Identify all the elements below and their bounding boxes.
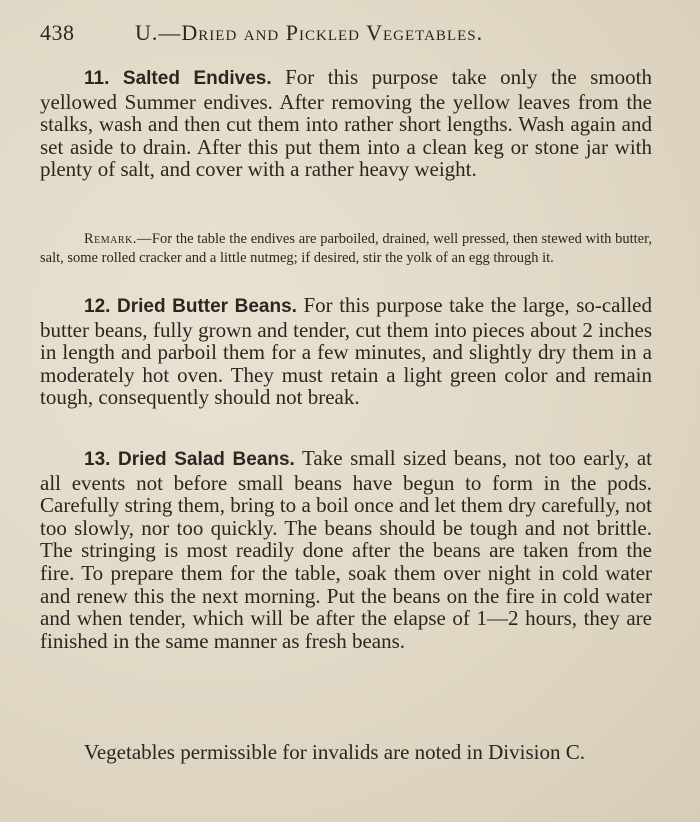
section-13-heading: 13. Dried Salad Beans. xyxy=(84,449,295,470)
section-12-heading: 12. Dried Butter Beans. xyxy=(84,296,297,317)
running-header xyxy=(40,20,660,46)
remark-note xyxy=(40,230,652,268)
closing-text: Vegetables permissible for invalids are noted in Division C. xyxy=(84,740,585,764)
section-11-heading: 11. Salted Endives. xyxy=(84,68,272,89)
section-11-salted-endives xyxy=(40,66,652,181)
section-11-text: For this purpose take only the smooth yellowed Summer endives. After removing the yellow leaves from the stalks, wash and then cut them into rather short lengths. Wash again and set aside to drain. After this put them into a clean keg or stone jar with plenty of salt, and cover with a rather heavy weight. xyxy=(40,65,652,182)
section-13-text: Take small sized beans, not too early, at all events not before small beans have begun to form in the pods. Carefully string them, bring to a boil once and let them dry carefully, not too slowly, nor too quickly. The beans should be tough and not brittle. The stringing is most readily done after the beans are taken from the fire. To prepare them for the table, soak them over night in cold water and renew this the next morning. Put the beans on the fire in cold water and when tender, which will be after the elapse of 1—2 hours, they are finished in the same manner as fresh beans. xyxy=(40,446,652,653)
running-title: U.—Dried and Pickled Vegetables. xyxy=(135,20,484,45)
closing-note xyxy=(40,741,652,764)
section-13-dried-salad-beans xyxy=(40,447,652,652)
remark-text: For the table the endives are parboiled, drained, well pressed, then stewed with butter, salt, some rolled cracker and a little nutmeg; if desired, stir the yolk of an egg through it. xyxy=(40,231,652,266)
page-number: 438 xyxy=(40,20,75,45)
remark-label: Remark.— xyxy=(84,231,152,247)
section-12-dried-butter-beans xyxy=(40,294,652,409)
section-12-text: For this purpose take the large, so-called butter beans, fully grown and tender, cut them into pieces about 2 inches in length and parboil them for a few minutes, and slightly dry them in a moderately hot oven. They must retain a light green color and remain tough, consequently should not break. xyxy=(40,293,652,410)
